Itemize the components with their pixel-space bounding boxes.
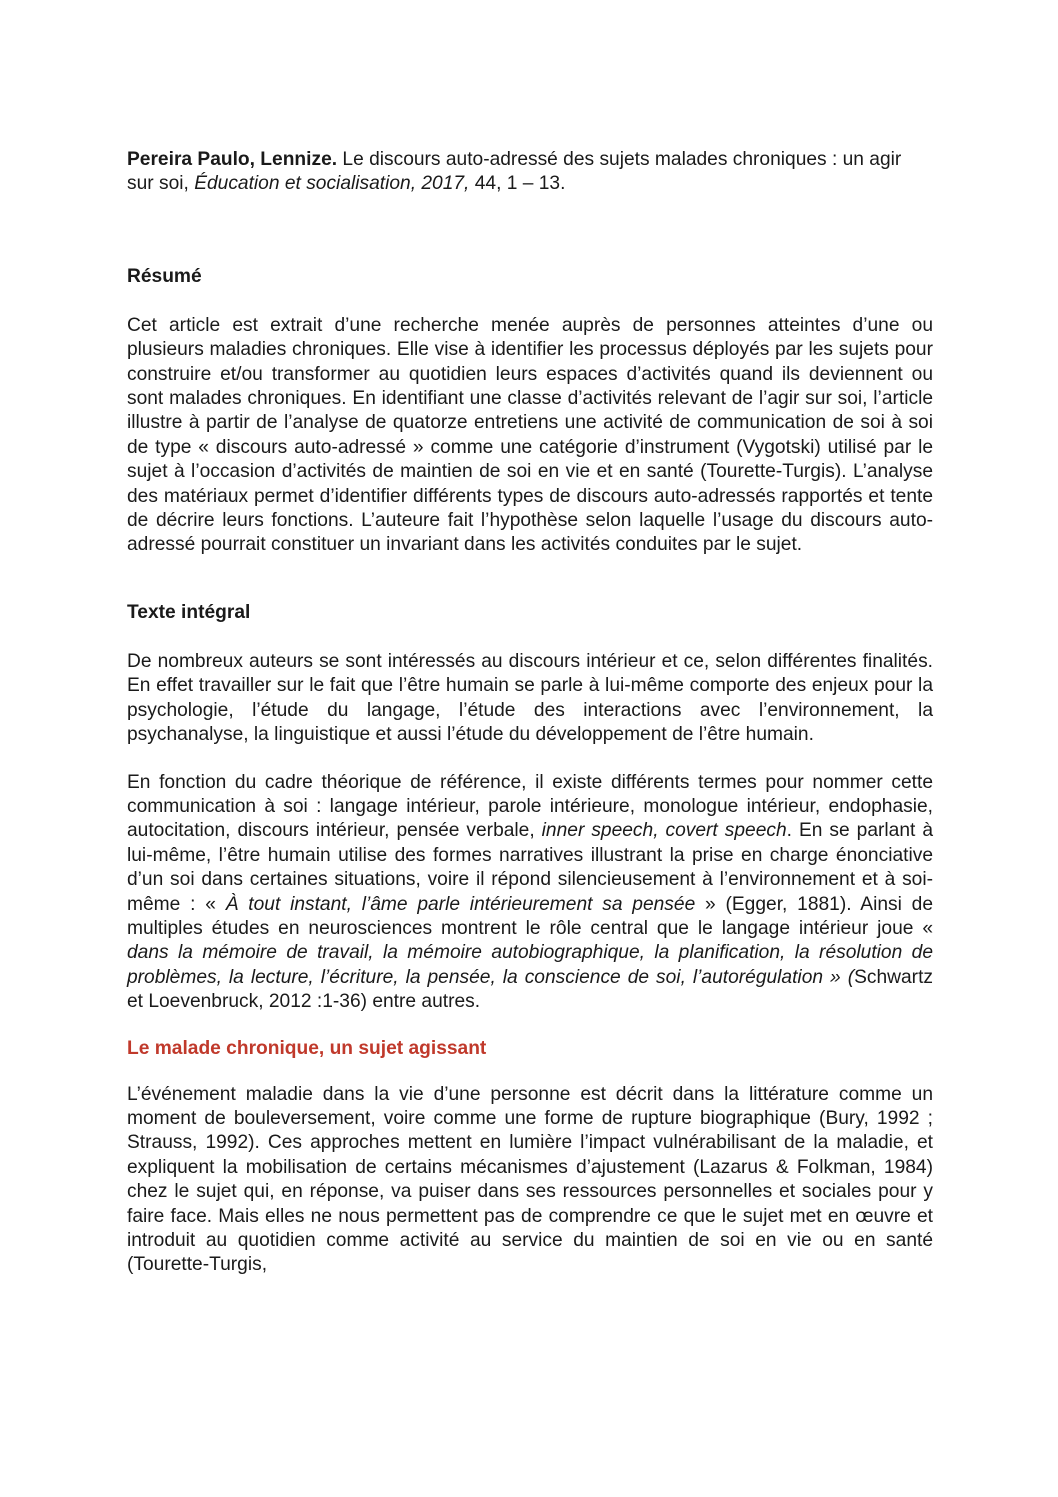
document-page xyxy=(127,148,933,1278)
abstract-heading: Résumé xyxy=(127,265,202,287)
section-heading: Le malade chronique, un sujet agissant xyxy=(127,1037,487,1059)
full-text-paragraph-1: De nombreux auteurs se sont intéressés au discours intérieur et ce, selon différentes finalités. En effet travailler sur le fait que l’être humain se parle à lui-même comporte des enjeux pour la psychologie, l’étude du langage, l’étude des interactions avec l’environnement, la psychanalyse, la linguistique et aussi l’étude du développement de l’être humain. xyxy=(127,650,933,746)
abstract-paragraph: Cet article est extrait d’une recherche menée auprès de personnes atteintes d’une ou plusieurs maladies chroniques. Elle vise à identifier les processus déployés par les sujets pour construire et/ou transformer au quotidien leurs espaces d’activités quand ils deviennent ou sont malades chroniques. En identifiant une classe d’activités relevant de l’agir sur soi, l’article illustre à partir de l’analyse de quatorze entretiens une activité de communication de soi à soi de type « discours auto-adressé » comme une catégorie d’instrument (Vygotski) utilisé par le sujet à l’occasion d’activités de maintien de soi en vie et en santé (Tourette-Turgis). L’analyse des matériaux permet d’identifier différents types de discours auto-adressés rapportés et tente de décrire leurs fonctions. L’auteure fait l’hypothèse selon laquelle l’usage du discours auto-adressé pourrait constituer un invariant dans les activités conduites par le sujet. xyxy=(127,314,933,556)
bibliographic-reference xyxy=(127,148,917,197)
paragraph-2-part-4: Schwartz et Loevenbruck, 2012 :1-36) entre autres. xyxy=(127,966,933,1013)
paragraph-2-italic-1: inner speech, covert speech xyxy=(541,820,787,842)
reference-pages: 44, 1 – 13. xyxy=(469,173,566,195)
section-paragraph-1: L’événement maladie dans la vie d’une personne est décrit dans la littérature comme un moment de bouleversement, voire comme une forme de rupture biographique (Bury, 1992 ; Strauss, 1992). Ces approches mettent en lumière l’impact vulnérabilisant de la maladie, et expliquent la mobilisation de certains mécanismes d’ajustement (Lazarus & Folkman, 1984) chez le sujet qui, en réponse, va puiser dans ses ressources personnelles et sociales pour y faire face. Mais elles ne nous permettent pas de comprendre ce que le sujet met en œuvre et introduit au quotidien comme activité au service du maintien de soi en vie ou en santé (Tourette-Turgis, xyxy=(127,1083,933,1276)
paragraph-2-italic-2: À tout instant, l’âme parle intérieurement sa pensée xyxy=(225,893,696,915)
reference-journal: Éducation et socialisation, 2017, xyxy=(194,173,470,195)
full-text-paragraph-2 xyxy=(127,771,933,1015)
reference-title: Le discours auto-adressé des sujets malades chroniques : un agir sur soi, xyxy=(127,149,902,195)
paragraph-2-italic-3: dans la mémoire de travail, la mémoire autobiographique, la planification, la résolution de problèmes, la lecture, l’écriture, la pensée, la conscience de soi, l’autorégulation » ( xyxy=(127,942,933,988)
full-text-heading: Texte intégral xyxy=(127,601,251,623)
paragraph-2-part-3: » (Egger, 1881). Ainsi de multiples études en neurosciences montrent le rôle central que le langage intérieur joue « xyxy=(127,893,933,939)
paragraph-2-part-2: . En se parlant à lui-même, l’être humain utilise des formes narratives illustrant la prise en charge énonciative d’un soi dans certaines situations, voire il répond silencieusement à l’environnement et à soi-même : « xyxy=(127,820,933,915)
reference-authors: Pereira Paulo, Lennize. xyxy=(127,149,338,170)
paragraph-2-part-1: En fonction du cadre théorique de référence, il existe différents termes pour nommer cette communication à soi : langage intérieur, parole intérieure, monologue intérieur, endophasie, autocitation, discours intérieur, pensée verbale, xyxy=(127,771,933,842)
